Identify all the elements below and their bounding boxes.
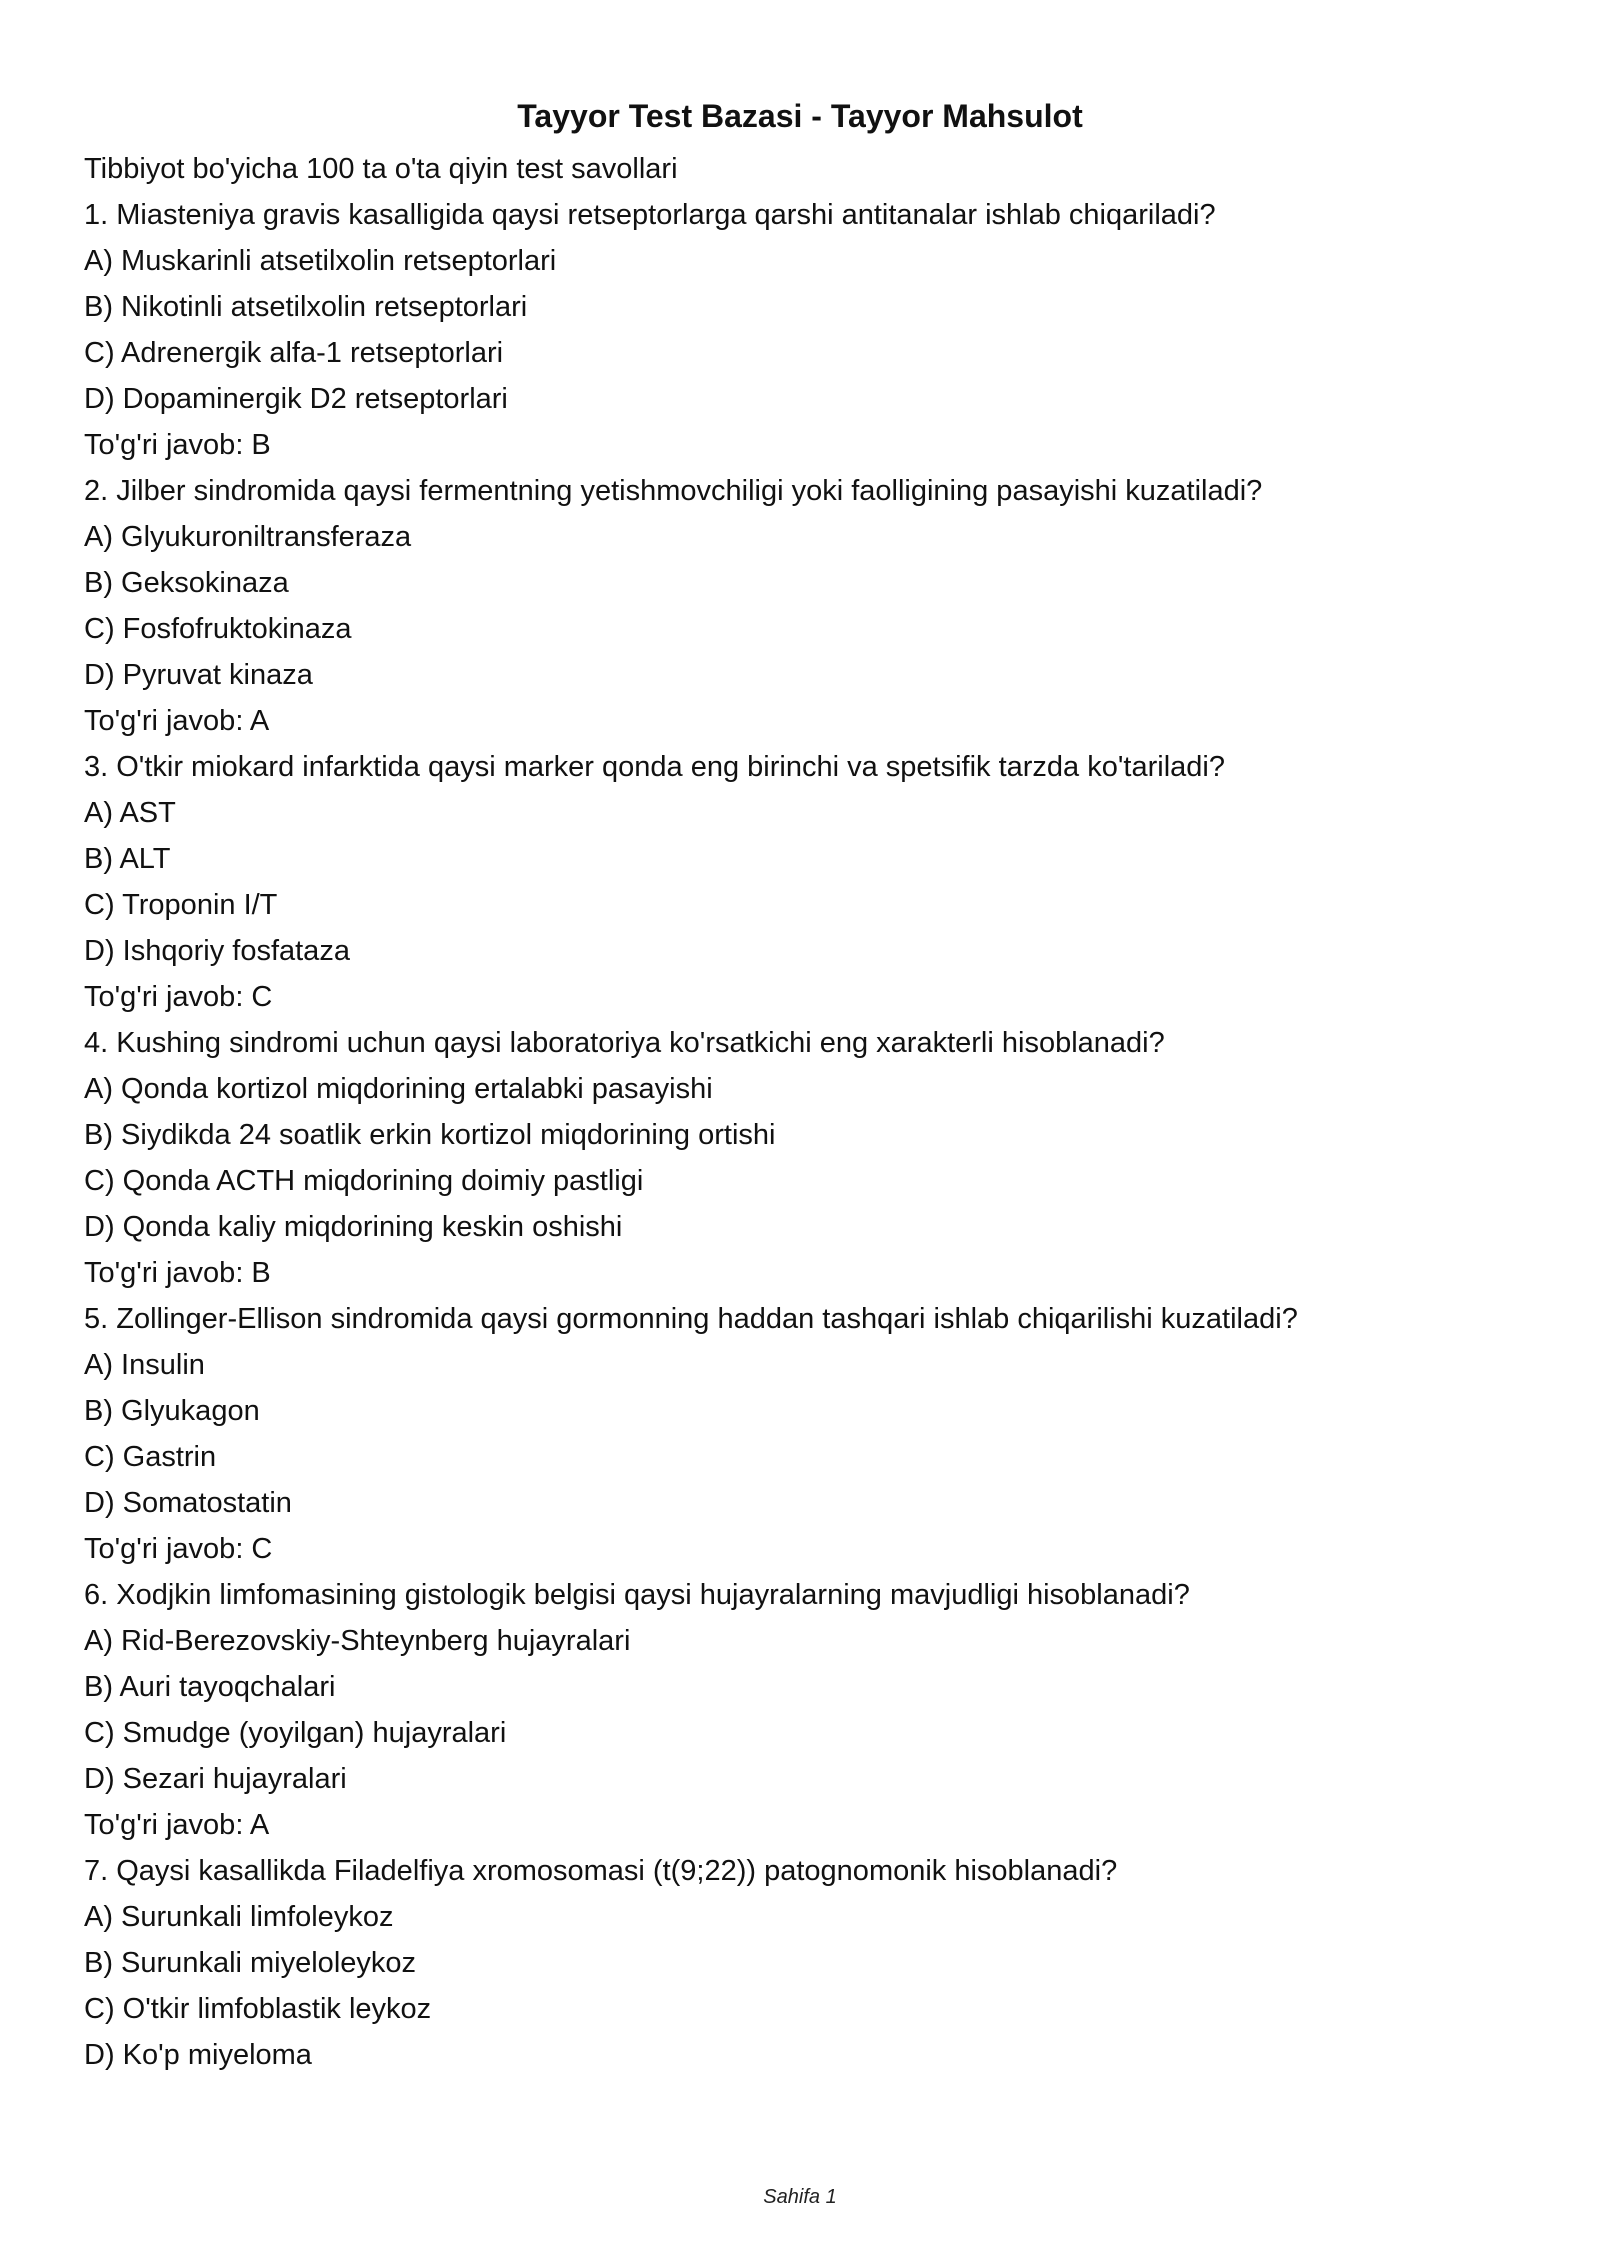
option-a: A) Insulin bbox=[84, 1349, 205, 1381]
option-d: D) Sezari hujayralari bbox=[84, 1763, 347, 1795]
question-block bbox=[84, 1848, 1516, 2078]
question-block bbox=[84, 1020, 1516, 1296]
option-a: A) Muskarinli atsetilxolin retseptorlari bbox=[84, 245, 557, 277]
correct-answer: To'g'ri javob: B bbox=[84, 429, 271, 461]
option-b: B) Surunkali miyeloleykoz bbox=[84, 1947, 417, 1979]
question-block bbox=[84, 1296, 1516, 1572]
option-b: B) Siydikda 24 soatlik erkin kortizol miqdorining ortishi bbox=[84, 1119, 776, 1151]
option-c: C) Troponin I/T bbox=[84, 889, 278, 921]
question-block bbox=[84, 468, 1516, 744]
page-number: Sahifa 1 bbox=[763, 2186, 837, 2208]
option-c: C) Smudge (yoyilgan) hujayralari bbox=[84, 1717, 507, 1749]
question-text: 6. Xodjkin limfomasining gistologik belgisi qaysi hujayralarning mavjudligi hisoblanadi? bbox=[84, 1579, 1190, 1611]
question-text: 7. Qaysi kasallikda Filadelfiya xromosomasi (t(9;22)) patognomonik hisoblanadi? bbox=[84, 1855, 1118, 1887]
question-text: 5. Zollinger-Ellison sindromida qaysi gormonning haddan tashqari ishlab chiqarilishi kuzatiladi? bbox=[84, 1303, 1298, 1335]
document-subtitle: Tibbiyot bo'yicha 100 ta o'ta qiyin test savollari bbox=[84, 153, 678, 185]
option-d: D) Qonda kaliy miqdorining keskin oshishi bbox=[84, 1211, 623, 1243]
option-a: A) Qonda kortizol miqdorining ertalabki pasayishi bbox=[84, 1073, 713, 1105]
option-d: D) Pyruvat kinaza bbox=[84, 659, 313, 691]
option-c: C) Fosfofruktokinaza bbox=[84, 613, 352, 645]
correct-answer: To'g'ri javob: C bbox=[84, 981, 273, 1013]
document-title: Tayyor Test Bazasi - Tayyor Mahsulot bbox=[517, 98, 1083, 134]
option-a: A) Surunkali limfoleykoz bbox=[84, 1901, 394, 1933]
question-block bbox=[84, 1572, 1516, 1848]
option-b: B) Nikotinli atsetilxolin retseptorlari bbox=[84, 291, 528, 323]
option-d: D) Ishqoriy fosfataza bbox=[84, 935, 350, 967]
option-a: A) Rid-Berezovskiy-Shteynberg hujayralari bbox=[84, 1625, 631, 1657]
option-c: C) Qonda ACTH miqdorining doimiy pastligi bbox=[84, 1165, 644, 1197]
option-b: B) Glyukagon bbox=[84, 1395, 260, 1427]
question-block bbox=[84, 744, 1516, 1020]
question-text: 3. O'tkir miokard infarktida qaysi marker qonda eng birinchi va spetsifik tarzda ko'tariladi? bbox=[84, 751, 1225, 783]
option-d: D) Somatostatin bbox=[84, 1487, 292, 1519]
option-c: C) Adrenergik alfa-1 retseptorlari bbox=[84, 337, 504, 369]
option-b: B) Geksokinaza bbox=[84, 567, 289, 599]
option-a: A) Glyukuroniltransferaza bbox=[84, 521, 412, 553]
option-b: B) ALT bbox=[84, 843, 171, 875]
question-list bbox=[84, 192, 1516, 2078]
question-block bbox=[84, 192, 1516, 468]
correct-answer: To'g'ri javob: A bbox=[84, 705, 270, 737]
correct-answer: To'g'ri javob: C bbox=[84, 1533, 273, 1565]
option-d: D) Ko'p miyeloma bbox=[84, 2039, 312, 2071]
question-text: 1. Miasteniya gravis kasalligida qaysi retseptorlarga qarshi antitanalar ishlab chiqariladi? bbox=[84, 199, 1216, 231]
option-a: A) AST bbox=[84, 797, 176, 829]
question-text: 4. Kushing sindromi uchun qaysi laboratoriya ko'rsatkichi eng xarakterli hisoblanadi? bbox=[84, 1027, 1165, 1059]
question-text: 2. Jilber sindromida qaysi fermentning yetishmovchiligi yoki faolligining pasayishi kuzatiladi? bbox=[84, 475, 1263, 507]
option-c: C) O'tkir limfoblastik leykoz bbox=[84, 1993, 432, 2025]
correct-answer: To'g'ri javob: B bbox=[84, 1257, 271, 1289]
correct-answer: To'g'ri javob: A bbox=[84, 1809, 270, 1841]
option-b: B) Auri tayoqchalari bbox=[84, 1671, 336, 1703]
option-d: D) Dopaminergik D2 retseptorlari bbox=[84, 383, 508, 415]
option-c: C) Gastrin bbox=[84, 1441, 217, 1473]
